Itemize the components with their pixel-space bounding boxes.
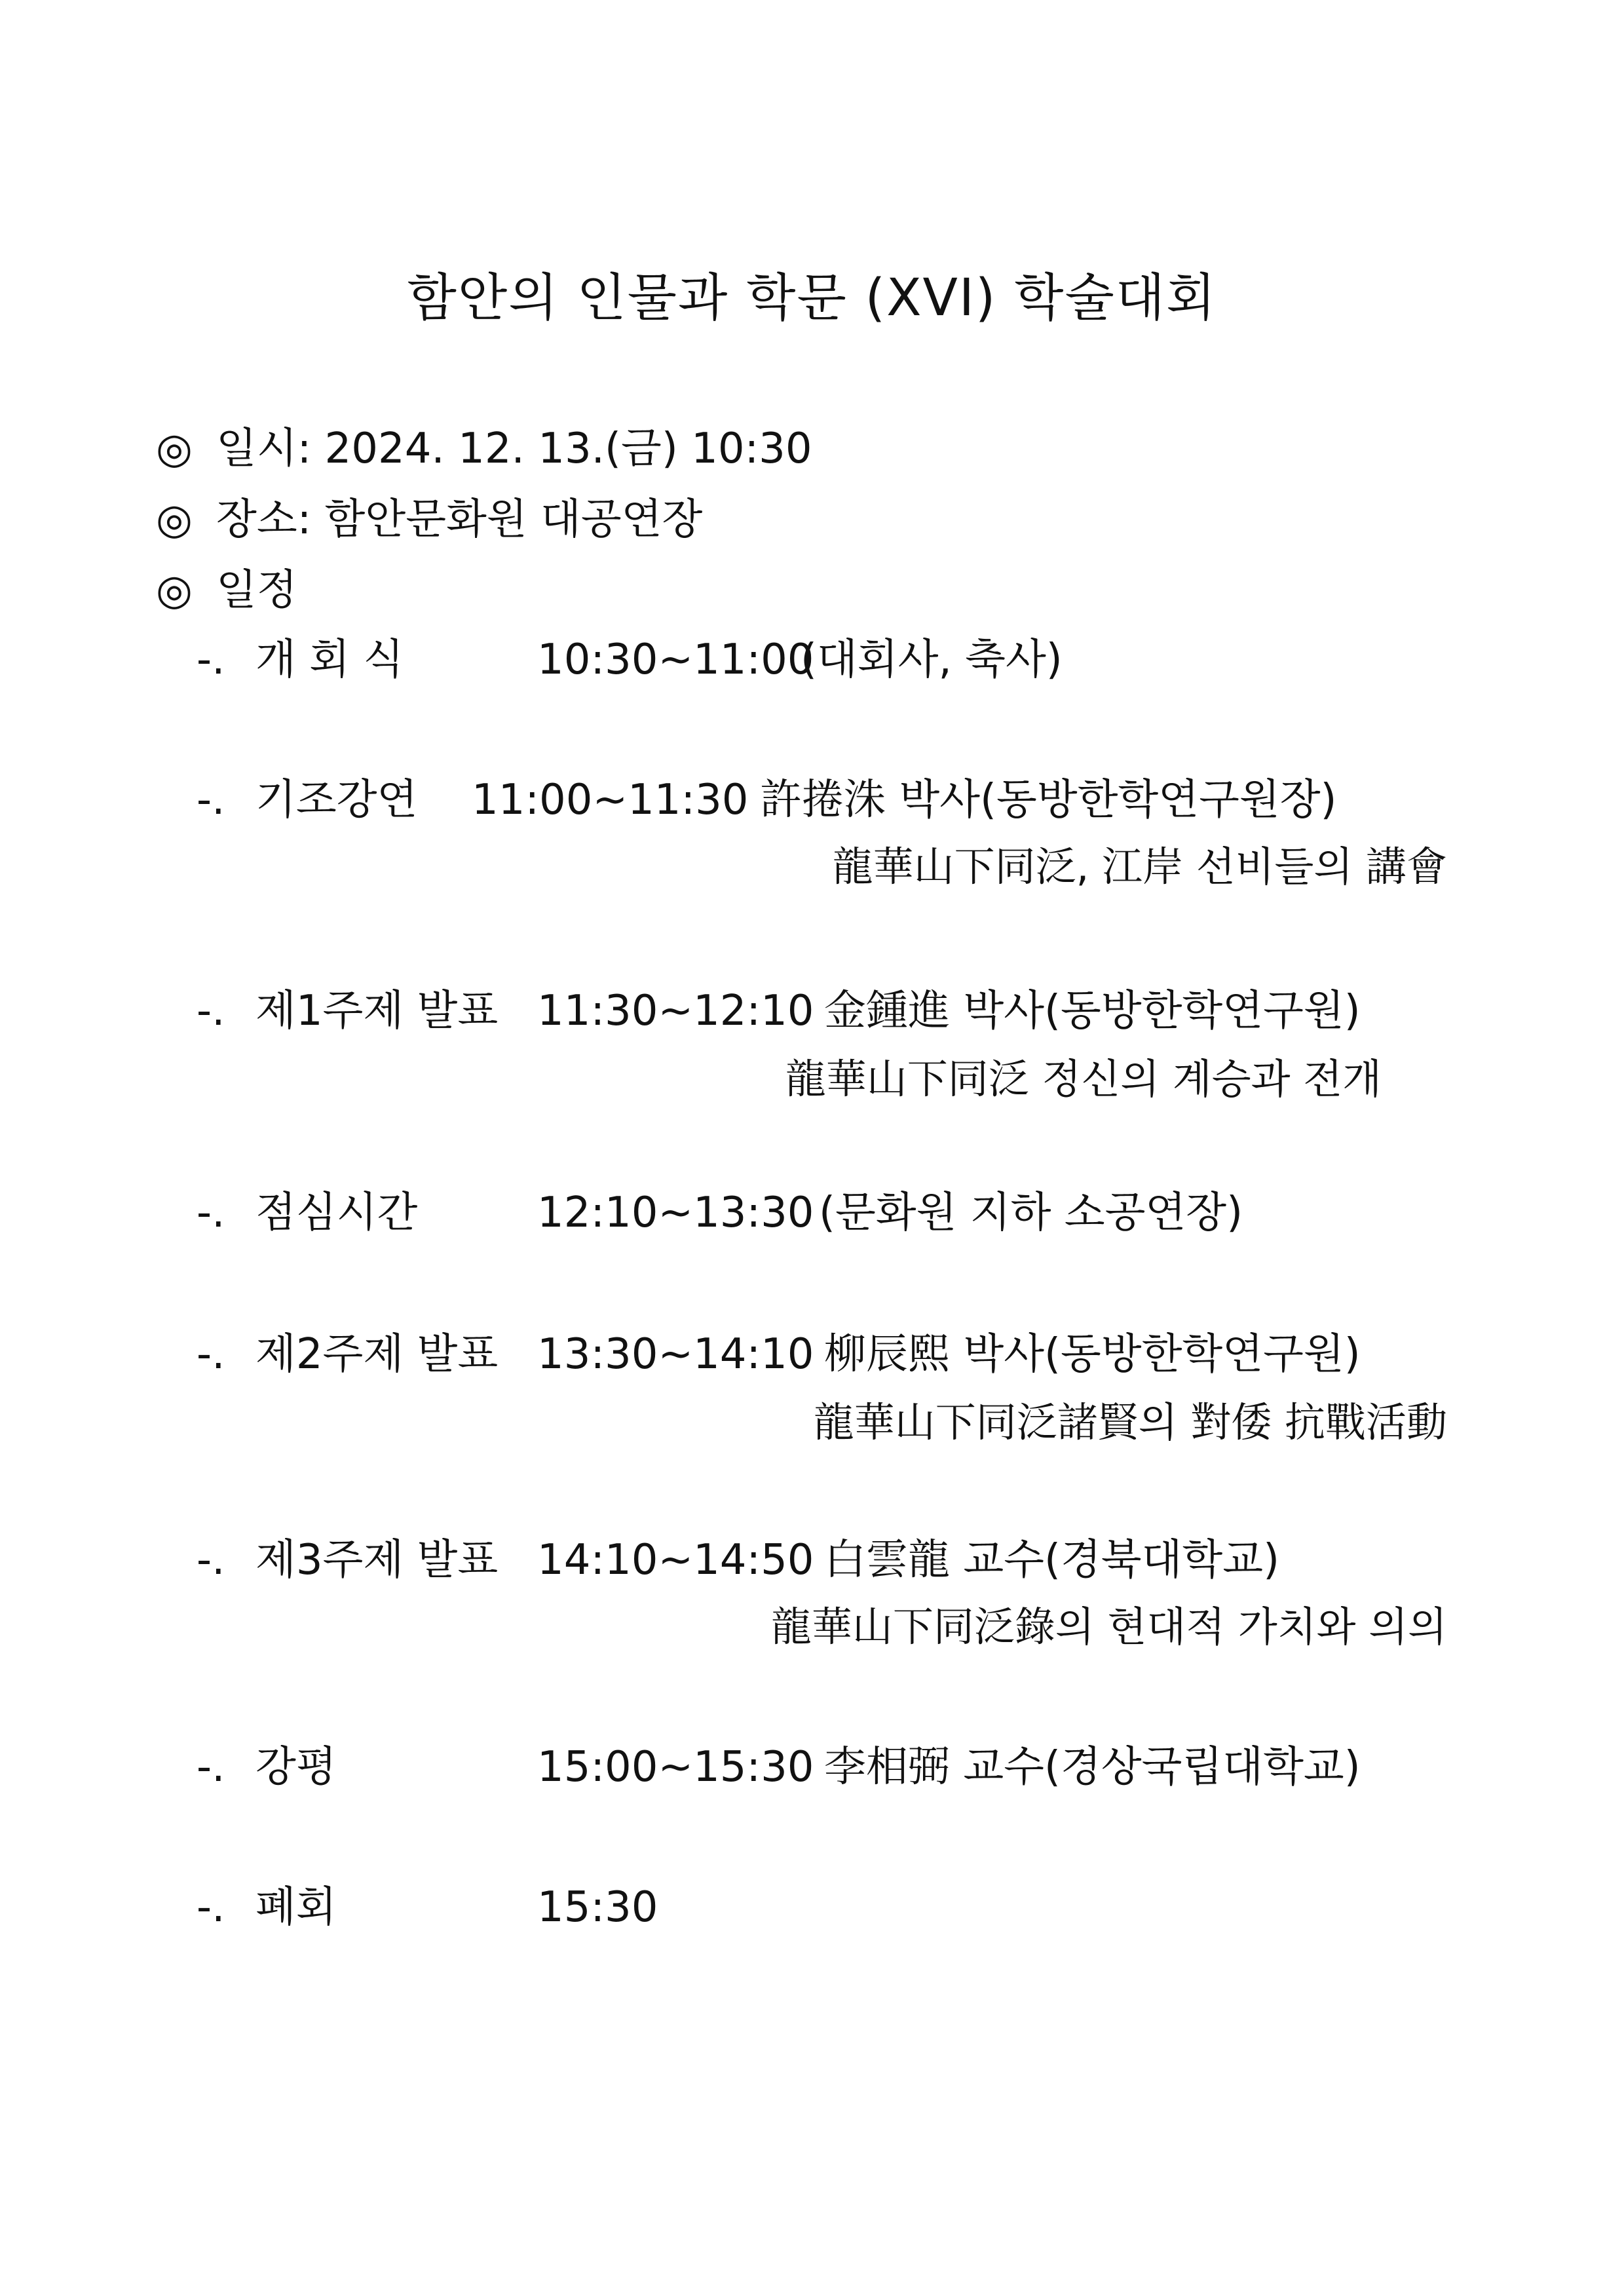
item-detail: 許捲洙 박사(동방한학연구원장): [760, 776, 1337, 824]
item-dash: -.: [197, 1330, 225, 1379]
item-dash: -.: [197, 776, 225, 824]
item-label: 제2주제 발표: [255, 1330, 499, 1379]
item-time: 10:30~11:00: [537, 636, 814, 684]
item-label: 제1주제 발표: [255, 987, 499, 1035]
info-schedule: [156, 561, 297, 620]
item-label: 개 회 식: [255, 636, 404, 684]
item-label: 제3주제 발표: [255, 1536, 499, 1584]
item-detail: (문화원 지하 소공연장): [819, 1189, 1243, 1237]
item-subtitle: 龍華山下同泛諸賢의 對倭 抗戰活動: [813, 1398, 1447, 1446]
item-time: 11:00~11:30: [472, 776, 749, 824]
item-detail: 金鍾進 박사(동방한학연구원): [824, 987, 1361, 1035]
item-subtitle: 龍華山下同泛 정신의 계승과 전개: [785, 1055, 1382, 1103]
item-detail: 白雲龍 교수(경북대학교): [824, 1536, 1280, 1584]
info-schedule-text: 일정: [216, 566, 297, 615]
item-detail: 柳辰熙 박사(동방한학연구원): [824, 1330, 1361, 1379]
item-time: 15:30: [537, 1883, 658, 1932]
item-time: 14:10~14:50: [537, 1536, 814, 1584]
item-label: 기조강연: [255, 776, 418, 824]
document-title: 함안의 인물과 학문 (XVI) 학술대회: [407, 269, 1217, 328]
item-label: 강평: [255, 1743, 337, 1791]
item-time: 12:10~13:30: [537, 1189, 814, 1237]
item-label: 점심시간: [255, 1189, 418, 1237]
double-circle-icon: ◎: [156, 566, 193, 615]
item-dash: -.: [197, 1743, 225, 1791]
info-place: [156, 490, 702, 549]
info-date: [156, 419, 812, 478]
info-place-text: 장소: 함안문화원 대공연장: [216, 495, 703, 544]
item-subtitle: 龍華山下同泛, 江岸 선비들의 講會: [832, 843, 1447, 890]
item-time: 15:00~15:30: [537, 1743, 814, 1791]
item-detail: (대회사, 축사): [801, 636, 1063, 684]
double-circle-icon: ◎: [156, 425, 193, 473]
item-subtitle: 龍華山下同泛錄의 현대적 가치와 의의: [770, 1603, 1447, 1651]
item-dash: -.: [197, 1189, 225, 1237]
item-detail: 李相弼 교수(경상국립대학교): [824, 1743, 1361, 1791]
item-dash: -.: [197, 1536, 225, 1584]
double-circle-icon: ◎: [156, 495, 193, 544]
item-dash: -.: [197, 1883, 225, 1932]
item-time: 11:30~12:10: [537, 987, 814, 1035]
item-time: 13:30~14:10: [537, 1330, 814, 1379]
item-dash: -.: [197, 987, 225, 1035]
item-label: 폐회: [255, 1883, 337, 1932]
info-date-text: 일시: 2024. 12. 13.(금) 10:30: [216, 425, 812, 473]
item-dash: -.: [197, 636, 225, 684]
